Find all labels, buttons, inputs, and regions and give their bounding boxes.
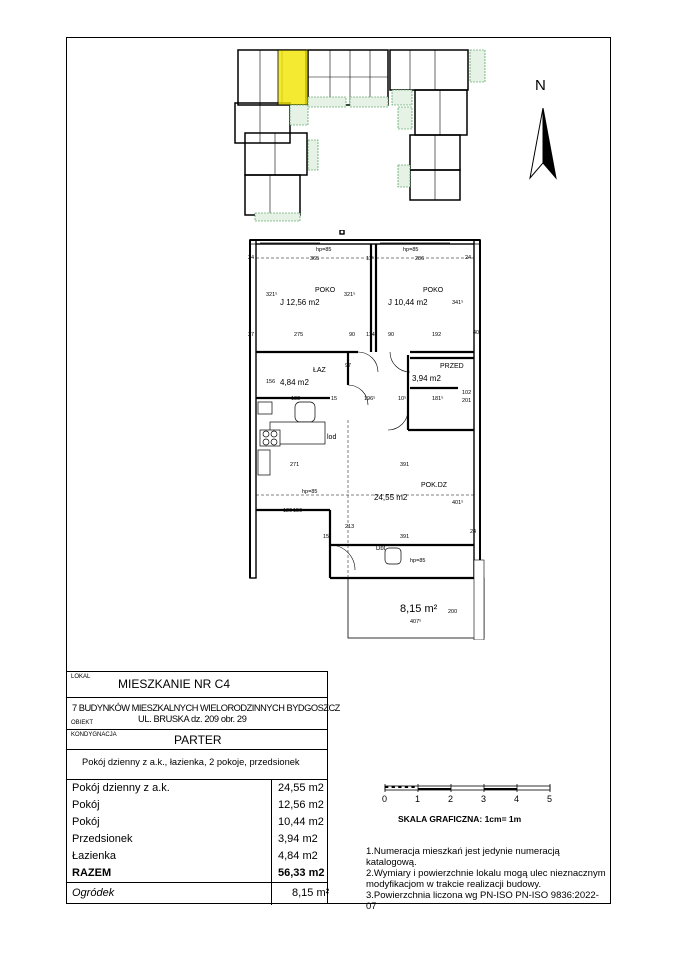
hp-bottom: hp=85 — [410, 558, 426, 564]
dim-label: 102 — [462, 390, 472, 396]
description: Pokój dzienny z a.k., łazienka, 2 pokoje, przedsionek — [82, 757, 300, 767]
dim-label: 15 — [323, 534, 330, 540]
room-pokdz-label: POK.DZ — [421, 482, 448, 489]
room-przed-label: PRZED — [440, 363, 464, 370]
room-poko-2-label: POKO — [423, 287, 444, 294]
dim-label: 192 — [432, 332, 442, 338]
area-value: 24,55 m2 — [278, 782, 324, 794]
dim-label: 321⁵ — [344, 292, 356, 298]
area-row — [66, 814, 328, 831]
area-name: Pokój — [72, 799, 100, 811]
room-poko-1-area: J 12,56 m2 — [280, 298, 320, 307]
obiekt-tag: OBIEKT — [71, 720, 94, 726]
dim-label: 391 — [400, 462, 410, 468]
area-row — [66, 831, 328, 848]
area-name: Pokój dzienny z a.k. — [72, 782, 170, 794]
garden-side: 200 — [448, 609, 458, 615]
dim-label: 97 — [345, 363, 352, 369]
dim-label: 321⁵ — [266, 292, 278, 298]
dim-label: 40⁵ — [473, 330, 482, 336]
dim-label: 15 — [331, 396, 338, 402]
room-laz-label: ŁAZ — [313, 367, 326, 374]
notes — [366, 846, 606, 912]
garden-value: 8,15 m² — [292, 887, 330, 899]
dim-label: 183 — [291, 396, 301, 402]
scale-tick: 0 — [382, 794, 388, 804]
dim-label: 10⁵ — [398, 396, 407, 402]
note: 3.Powierzchnia liczona wg PN-ISO PN-ISO 9836:2022-07 — [366, 890, 599, 912]
room-laz-area: 4,84 m2 — [280, 378, 309, 387]
dim-label: 201 — [462, 398, 472, 404]
value-column-divider — [271, 780, 272, 905]
dim-label: 213 — [345, 524, 355, 530]
hp-top-right: hp=85 — [403, 247, 419, 253]
total-row — [66, 865, 328, 883]
dim-label: 24 — [470, 529, 477, 535]
dim-label: 114⁵ — [366, 332, 378, 338]
area-value: 3,94 m2 — [278, 833, 318, 845]
garden-row — [66, 883, 328, 905]
scale-label: SKALA GRAFICZNA: 1cm= 1m — [398, 814, 522, 824]
dim-label: 401⁵ — [452, 500, 464, 506]
area-row — [66, 848, 328, 865]
area-value: 4,84 m2 — [278, 850, 318, 862]
dim-label: 27 — [248, 332, 255, 338]
area-name: Pokój — [72, 816, 100, 828]
lokal-name: MIESZKANIE NR C4 — [118, 677, 231, 691]
garden-area: 8,15 m² — [400, 603, 438, 615]
area-name: Przedsionek — [72, 833, 133, 845]
garden-dim: 407⁵ — [410, 619, 422, 625]
dim-label: 196⁵ — [364, 396, 376, 402]
area-row — [66, 797, 328, 814]
room-poko-2-area: J 10,44 m2 — [388, 298, 428, 307]
lokal-row — [66, 672, 328, 698]
obiekt-line1: 7 BUDYNKÓW MIESZKALNYCH WIELORODZINNYCH BYDGOSZCZ — [72, 703, 340, 713]
dim-label: 11⁵ — [366, 256, 374, 262]
room-poko-1-label: POKO — [315, 287, 336, 294]
scale-tick: 1 — [415, 794, 421, 804]
scale-tick: 2 — [448, 794, 454, 804]
total-value: 56,33 m2 — [278, 867, 325, 879]
garden-name: Ogródek — [72, 887, 115, 899]
note: 1.Numeracja mieszkań jest jedynie numeracją katalogową. — [366, 846, 560, 868]
dim-label: 275 — [294, 332, 304, 338]
scale-tick: 3 — [481, 794, 487, 804]
kondygnacja-row — [66, 730, 328, 750]
dim-label: 391 — [400, 534, 410, 540]
description-row — [66, 750, 328, 780]
kondygnacja-tag: KONDYGNACJA — [71, 732, 117, 738]
lod-label: lod — [327, 434, 337, 441]
scale-tick: 4 — [514, 794, 520, 804]
info-table — [66, 671, 340, 904]
hp-mid: hp=85 — [302, 489, 318, 495]
floor-plan — [240, 230, 500, 640]
dim-label: 150 — [293, 508, 303, 514]
dim-label: 341⁵ — [452, 300, 464, 306]
obiekt-row — [66, 698, 340, 730]
dim-label: 156 — [266, 379, 276, 385]
kondygnacja-name: PARTER — [174, 733, 222, 747]
room-przed-area: 3,94 m2 — [412, 374, 441, 383]
dim-label: 24 — [465, 255, 472, 261]
note: 2.Wymiary i powierzchnie lokalu mogą ulec nieznacznym modyfikacjom w trakcie realizacji budowy. — [366, 868, 606, 890]
dbt-label: Dbt — [376, 546, 386, 552]
dim-label: 286 — [415, 256, 425, 262]
dim-label: 271 — [290, 462, 300, 468]
lokal-tag: LOKAL — [71, 674, 91, 680]
north-label: N — [535, 77, 546, 94]
area-value: 10,44 m2 — [278, 816, 324, 828]
obiekt-line2: UL. BRUSKA dz. 209 obr. 29 — [138, 714, 247, 724]
dim-label: 365 — [310, 256, 320, 262]
area-name: Łazienka — [72, 850, 117, 862]
hp-top-left: hp=85 — [316, 247, 332, 253]
key-plan — [230, 45, 490, 225]
scale-tick: 5 — [547, 794, 553, 804]
dim-label: 120 — [283, 508, 293, 514]
dim-label: 181⁵ — [432, 396, 444, 402]
dim-label: 24 — [248, 255, 255, 261]
area-value: 12,56 m2 — [278, 799, 324, 811]
total-name: RAZEM — [72, 867, 112, 879]
dim-label: 90 — [349, 332, 356, 338]
north-arrow-icon — [528, 108, 558, 180]
area-row — [66, 780, 328, 797]
dim-label: 90 — [388, 332, 395, 338]
room-pokdz-area: 24,55 m2 — [374, 493, 408, 502]
